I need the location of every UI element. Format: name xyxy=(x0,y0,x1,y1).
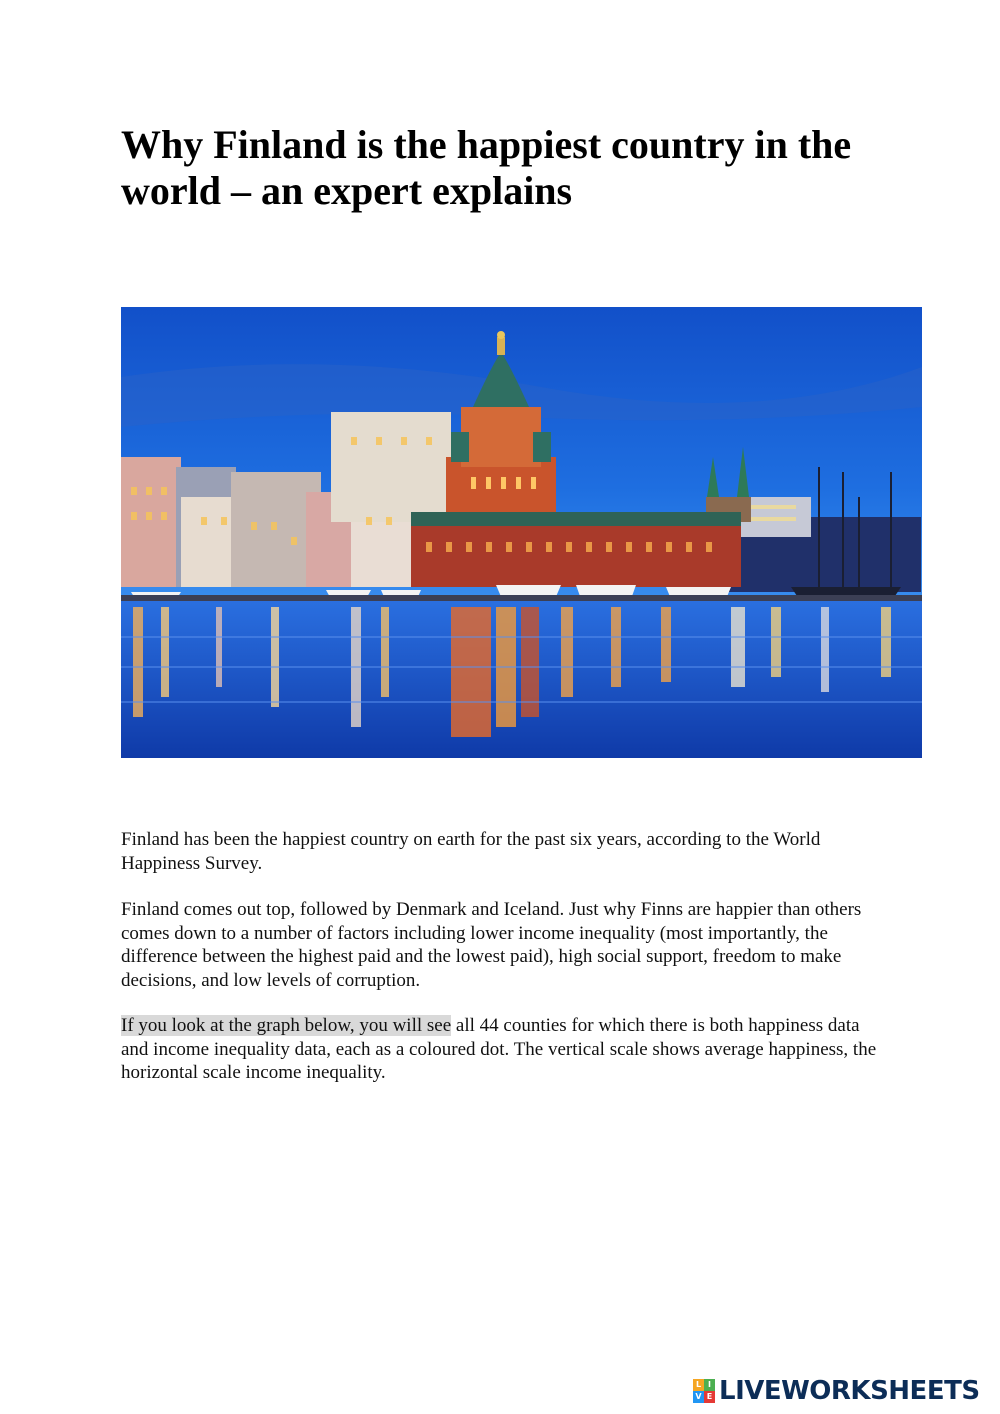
paragraph-2: Finland comes out top, followed by Denmark and Iceland. Just why Finns are happier than others comes down to a number of factors including lower income inequality (most importantly, the difference between the highest paid and the lowest paid), high social support, freedom to make decisions, and low levels of corruption. xyxy=(121,899,862,991)
paragraph-1: Finland has been the happiest country on earth for the past six years, according to the World Happiness Survey. xyxy=(121,829,821,874)
article-title: Why Finland is the happiest country in the world – an expert explains xyxy=(121,122,852,213)
logo-mark-letter: I xyxy=(704,1379,715,1391)
paragraph-3-rest: all 44 counties for which there is both happiness data and income inequality data, each as a coloured dot. The vertical scale shows average happiness, the horizontal scale income inequality. xyxy=(121,1015,877,1083)
logo-mark-letter: E xyxy=(704,1391,715,1403)
liveworksheets-logo xyxy=(693,1374,980,1408)
paragraph-3 xyxy=(121,1014,891,1085)
logo-mark-letter: V xyxy=(693,1391,704,1403)
liveworksheets-logo-icon xyxy=(693,1379,715,1403)
logo-mark-letter: L xyxy=(693,1379,704,1391)
highlighted-text: If you look at the graph below, you will see xyxy=(121,1015,452,1036)
logo-text: LIVEWORKSHEETS xyxy=(719,1376,980,1406)
helsinki-harbour-photo xyxy=(121,307,922,758)
